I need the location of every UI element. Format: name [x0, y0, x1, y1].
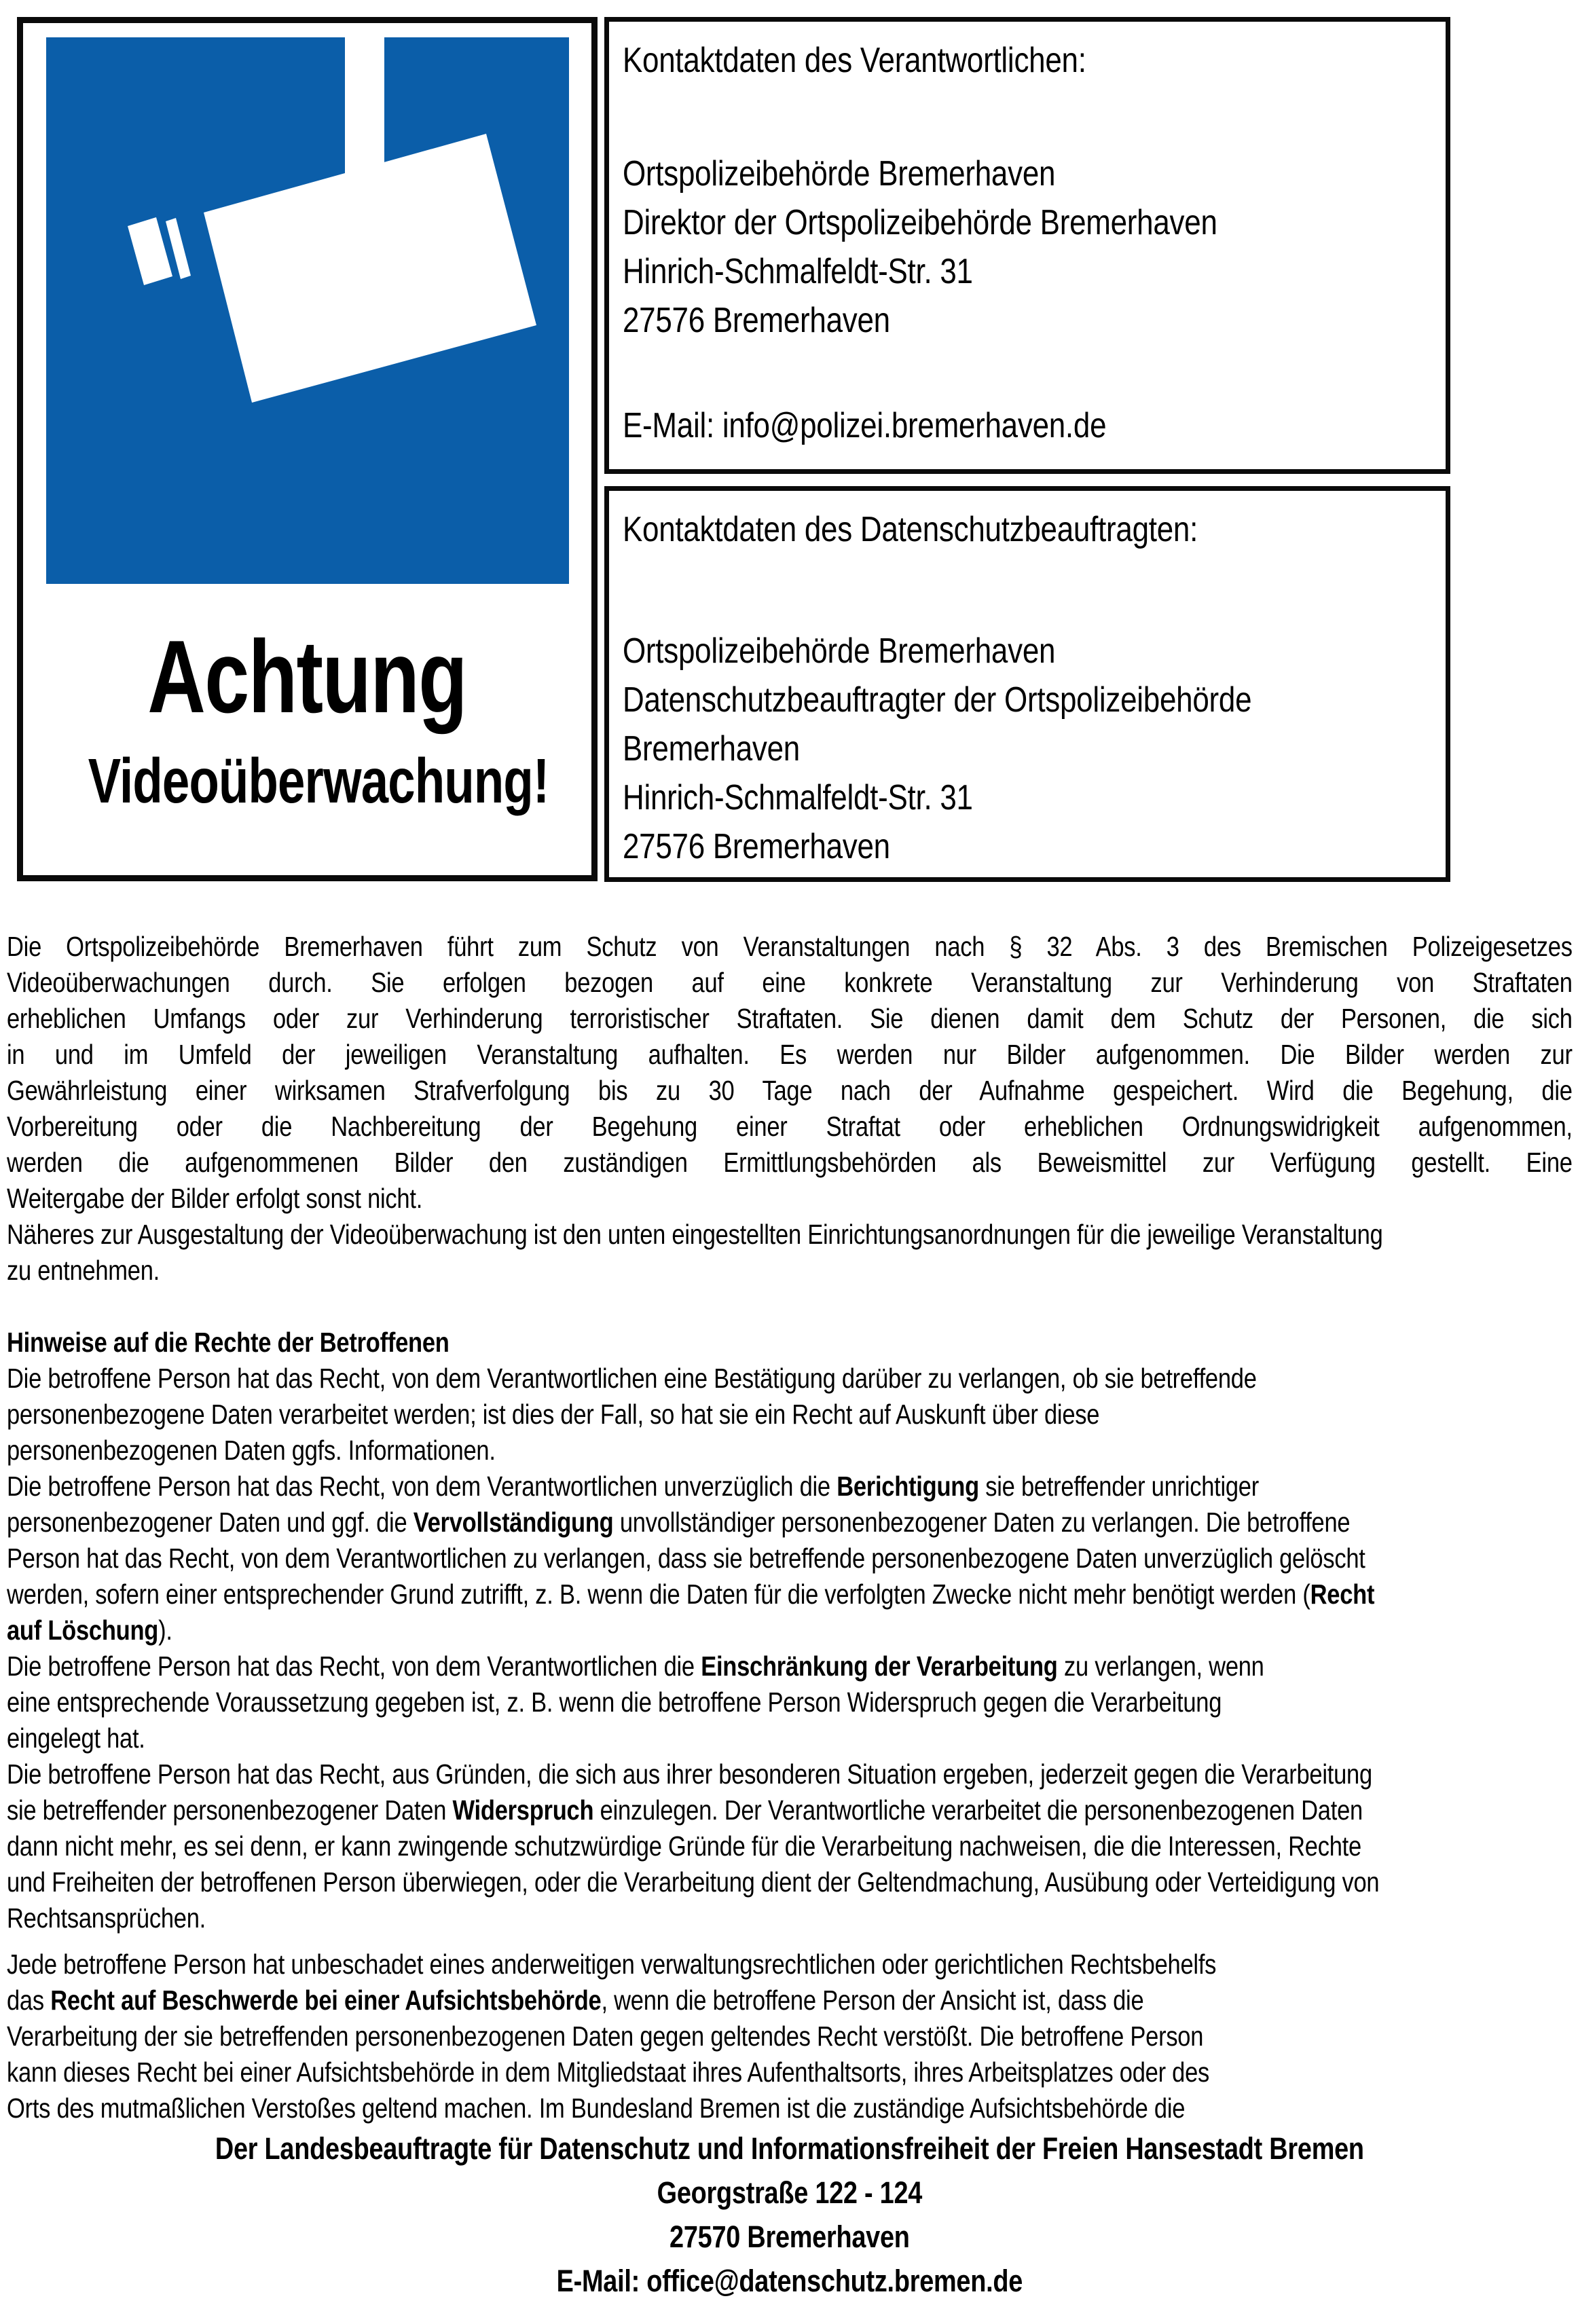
text-line: 27576 Bremerhaven	[623, 827, 890, 866]
text-line: Direktor der Ortspolizeibehörde Bremerhaven	[623, 203, 1217, 242]
supervisory-authority-lines	[7, 2126, 1573, 2303]
text-line: Die betroffene Person hat das Recht, von dem Verantwortlichen eine Bestätigung darüber zu verlangen, ob sie betreffende	[7, 1363, 1257, 1394]
contact-dpo-title: Kontaktdaten des Datenschutzbeauftragten:	[623, 510, 1198, 549]
text-line: sie betreffender personenbezogener Daten Widerspruch einzulegen. Der Verantwortliche verarbeitet die personenbezogenen Daten	[7, 1794, 1363, 1826]
text-line: E-Mail: office@datenschutz.bremen.de	[556, 2264, 1023, 2298]
text-line: personenbezogener Daten und ggf. die Vervollständigung unvollständiger personenbezogener Daten zu verlangen. Die betroffene	[7, 1507, 1351, 1538]
text-line: und Freiheiten der betroffenen Person überwiegen, oder die Verarbeitung dient der Geltendmachung, Ausübung oder Verteidigung von	[7, 1866, 1380, 1898]
sign-headline-text: Achtung	[147, 619, 467, 735]
text-line: Hinrich-Schmalfeldt-Str. 31	[623, 778, 973, 817]
contact-dpo-address	[623, 627, 1426, 871]
text-line: Ortspolizeibehörde Bremerhaven	[623, 631, 1056, 671]
text-line: Verarbeitung der sie betreffenden personenbezogenen Daten gegen geltendes Recht verstößt. Die betroffene Person	[7, 2021, 1204, 2052]
body-text	[7, 929, 1574, 2126]
text-line: das Recht auf Beschwerde bei einer Aufsichtsbehörde, wenn die betroffene Person der Ansicht ist, dass die	[7, 1985, 1144, 2016]
text-line: Die betroffene Person hat das Recht, von dem Verantwortlichen unverzüglich die Berichtigung sie betreffender unrichtiger	[7, 1471, 1259, 1502]
text-line: Orts des mutmaßlichen Verstoßes geltend machen. Im Bundesland Bremen ist die zuständige Aufsichtsbehörde die	[7, 2092, 1186, 2124]
text-line: Der Landesbeauftragte für Datenschutz und Informationsfreiheit der Freien Hansestadt Bremen	[215, 2131, 1364, 2166]
contact-responsible-email: E-Mail: info@polizei.bremerhaven.de	[623, 406, 1107, 445]
contact-responsible-address	[623, 149, 1426, 345]
text-line: Gewährleistung einer wirksamen Strafverfolgung bis zu 30 Tage nach der Aufnahme gespeichert. Wird die Begehung, die	[7, 1075, 1573, 1106]
sign-headline	[23, 619, 591, 735]
text-line: werden, sofern einer entsprechender Grund zutrifft, z. B. wenn die Daten für die verfolgten Zwecke nicht mehr benötigt werden (Recht	[7, 1579, 1375, 1610]
text-line: Hinweise auf die Rechte der Betroffenen	[7, 1327, 449, 1358]
text-line: dann nicht mehr, es sei denn, er kann zwingende schutzwürdige Gründe für die Verarbeitung nachweisen, die die Interessen, Rechte	[7, 1830, 1361, 1862]
text-line: Georgstraße 122 - 124	[657, 2175, 923, 2210]
text-line: eine entsprechende Voraussetzung gegeben ist, z. B. wenn die betroffene Person Widerspruch gegen die Verarbeitung	[7, 1686, 1222, 1718]
text-line: Hinrich-Schmalfeldt-Str. 31	[623, 252, 973, 291]
contact-box-dpo	[604, 486, 1450, 882]
video-surveillance-sign	[17, 17, 598, 881]
text-line: Bremerhaven	[623, 729, 800, 769]
text-line: werden die aufgenommenen Bilder den zuständigen Ermittlungsbehörden als Beweismittel zur Verfügung gestellt. Eine	[7, 1147, 1573, 1178]
text-line: personenbezogene Daten verarbeitet werden; ist dies der Fall, so hat sie ein Recht auf Auskunft über diese	[7, 1399, 1100, 1430]
text-line: Person hat das Recht, von dem Verantwortlichen zu verlangen, dass sie betreffende personenbezogene Daten unverzüglich gelöscht	[7, 1543, 1365, 1574]
text-line: Jede betroffene Person hat unbeschadet eines anderweitigen verwaltungsrechtlichen oder gerichtlichen Rechtsbehelfs	[7, 1949, 1217, 1980]
text-line	[7, 1289, 1573, 1325]
text-line: Näheres zur Ausgestaltung der Videoüberwachung ist den unten eingestellten Einrichtungsanordnungen für die jeweilige Veranstaltung	[7, 1219, 1383, 1250]
text-line: Weitergabe der Bilder erfolgt sonst nicht.	[7, 1183, 423, 1214]
text-line: 27576 Bremerhaven	[623, 301, 890, 340]
text-line: Rechtsansprüchen.	[7, 1902, 206, 1934]
text-line: Die Ortspolizeibehörde Bremerhaven führt zum Schutz von Veranstaltungen nach § 32 Abs. 3 des Bremischen Polizeigesetzes	[7, 931, 1573, 962]
text-line: Die betroffene Person hat das Recht, von dem Verantwortlichen die Einschränkung der Verarbeitung zu verlangen, wenn	[7, 1650, 1264, 1682]
sign-subheadline-text: Videoüberwachung!	[88, 745, 549, 816]
text-line: 27570 Bremerhaven	[669, 2219, 910, 2254]
text-line: Videoüberwachungen durch. Sie erfolgen bezogen auf eine konkrete Veranstaltung zur Verhinderung von Straftaten	[7, 967, 1573, 998]
text-line: kann dieses Recht bei einer Aufsichtsbehörde in dem Mitgliedstaat ihres Aufenthaltsorts, ihres Arbeitsplatzes oder des	[7, 2056, 1210, 2088]
text-line: Datenschutzbeauftragter der Ortspolizeibehörde	[623, 680, 1252, 720]
text-line: Die betroffene Person hat das Recht, aus Gründen, die sich aus ihrer besonderen Situation ergeben, jederzeit gegen die Verarbeitung	[7, 1758, 1372, 1790]
contact-box-responsible	[604, 17, 1450, 474]
sign-blue-panel	[46, 37, 569, 584]
sign-subheadline	[23, 742, 591, 820]
text-line: in und im Umfeld der jeweiligen Veranstaltung aufhalten. Es werden nur Bilder aufgenommen. Die Bilder werden zur	[7, 1039, 1573, 1070]
cctv-camera-icon	[46, 37, 569, 584]
text-line	[7, 1936, 1573, 1947]
text-line: Vorbereitung oder die Nachbereitung der Begehung einer Straftat oder erheblichen Ordnungswidrigkeit aufgenommen,	[7, 1111, 1573, 1142]
contact-responsible-title: Kontaktdaten des Verantwortlichen:	[623, 41, 1086, 80]
text-line: eingelegt hat.	[7, 1722, 145, 1754]
text-line: auf Löschung).	[7, 1615, 172, 1646]
text-line: erheblichen Umfangs oder zur Verhinderung terroristischer Straftaten. Sie dienen damit dem Schutz der Personen, die sich	[7, 1003, 1573, 1034]
body-text-lines	[7, 929, 1573, 2126]
text-line: zu entnehmen.	[7, 1255, 160, 1286]
text-line: Ortspolizeibehörde Bremerhaven	[623, 154, 1056, 193]
text-line: personenbezogenen Daten ggfs. Informationen.	[7, 1435, 496, 1466]
supervisory-authority-block	[7, 2126, 1574, 2303]
